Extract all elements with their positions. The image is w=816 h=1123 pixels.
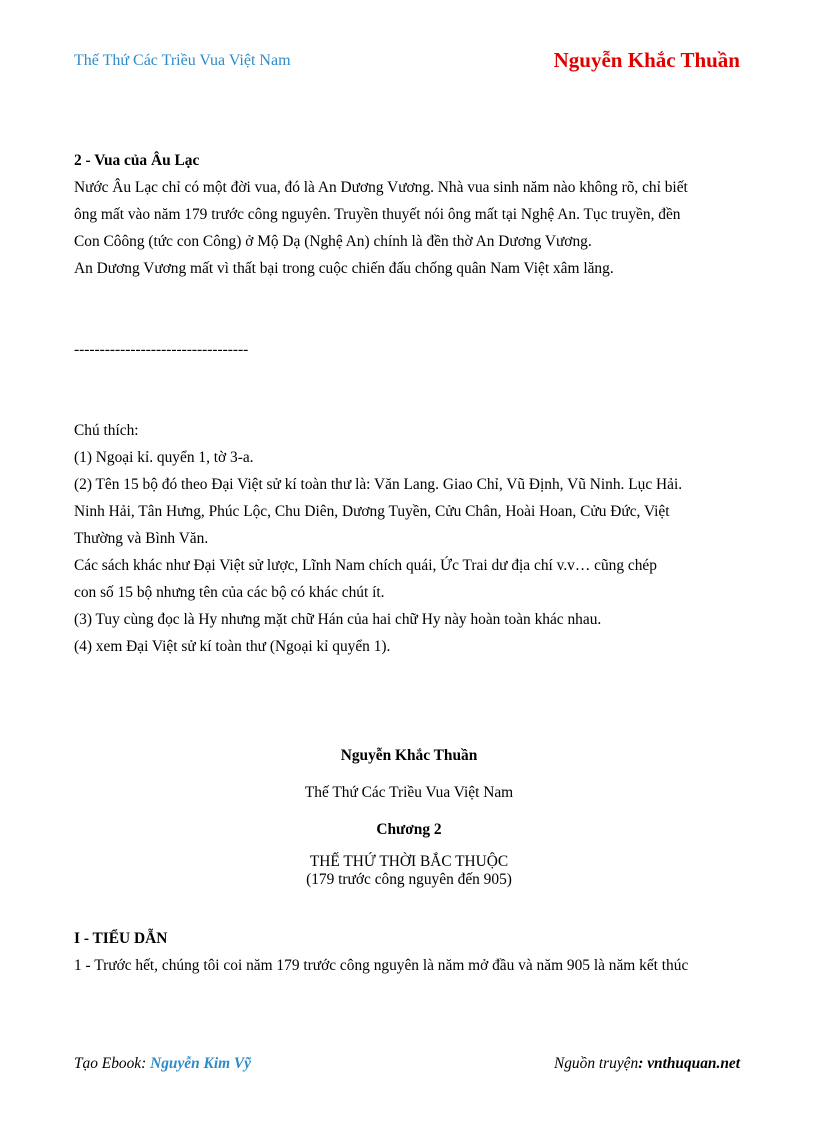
chapter-range: (179 trước công nguyên đến 905) — [306, 871, 512, 888]
footer-source-label: Nguồn truyện — [553, 1055, 639, 1072]
chapter-author: Nguyễn Khắc Thuần — [340, 747, 478, 764]
chapter-label: Chương 2 — [376, 821, 442, 838]
footer-source-credit: Nguồn truyện: vnthuquan.net — [553, 1055, 740, 1072]
header-author: Nguyễn Khắc Thuần — [553, 48, 740, 72]
chapter-book-title: Thế Thứ Các Triều Vua Việt Nam — [304, 784, 514, 801]
page-footer — [74, 1055, 740, 1073]
paragraph-line: 1 - Trước hết, chúng tôi coi năm 179 trước công nguyên là năm mở đầu và năm 905 là năm kết thúc — [74, 957, 689, 974]
divider-dashes: ---------------------------------- — [74, 341, 249, 358]
footer-source-site: vnthuquan.net — [647, 1055, 740, 1072]
paragraph-line: Con Côông (tức con Công) ở Mộ Dạ (Nghệ An) chính là đền thờ An Dương Vương. — [74, 233, 592, 250]
note-line: (2) Tên 15 bộ đó theo Đại Việt sử kí toàn thư là: Văn Lang. Giao Chỉ, Vũ Định, Vũ Ninh. Lục Hải. — [74, 476, 683, 493]
chapter-title: THẾ THỨ THỜI BẮC THUỘC — [309, 853, 509, 870]
note-line: Các sách khác như Đại Việt sử lược, Lĩnh Nam chích quái, Ức Trai dư địa chí v.v… cũng chép — [74, 557, 657, 574]
footer-ebook-name: Nguyễn Kim Vỹ — [150, 1055, 252, 1072]
notes-title: Chú thích: — [74, 422, 139, 439]
note-line: con số 15 bộ nhưng tên của các bộ có khác chút ít. — [74, 584, 385, 601]
footer-ebook-credit: Tạo Ebook: Nguyễn Kim Vỹ — [74, 1055, 252, 1072]
footer-ebook-label: Tạo Ebook — [74, 1055, 142, 1072]
paragraph-line: An Dương Vương mất vì thất bại trong cuộc chiến đấu chống quân Nam Việt xâm lăng. — [74, 260, 614, 277]
section-heading-au-lac: 2 - Vua của Âu Lạc — [74, 152, 200, 169]
page-content — [74, 147, 744, 979]
note-line: (4) xem Đại Việt sử kí toàn thư (Ngoại kỉ quyển 1). — [74, 638, 391, 655]
note-line: Ninh Hải, Tân Hưng, Phúc Lộc, Chu Diên, Dương Tuyền, Cửu Chân, Hoài Hoan, Cửu Đức, Việt — [74, 503, 670, 520]
note-line: (3) Tuy cùng đọc là Hy nhưng mặt chữ Hán của hai chữ Hy này hoàn toàn khác nhau. — [74, 611, 602, 628]
section-heading-tieu-dan: I - TIỂU DẪN — [74, 930, 168, 947]
paragraph-line: Nước Âu Lạc chỉ có một đời vua, đó là An Dương Vương. Nhà vua sinh năm nào không rõ, chỉ biết — [74, 179, 688, 196]
note-line: Thường và Bình Văn. — [74, 530, 209, 547]
note-line: (1) Ngoại kỉ. quyển 1, tờ 3-a. — [74, 449, 254, 466]
header-book-title: Thế Thứ Các Triều Vua Việt Nam — [74, 52, 291, 69]
paragraph-line: ông mất vào năm 179 trước công nguyên. Truyền thuyết nói ông mất tại Nghệ An. Tục truyền, đền — [74, 206, 681, 223]
